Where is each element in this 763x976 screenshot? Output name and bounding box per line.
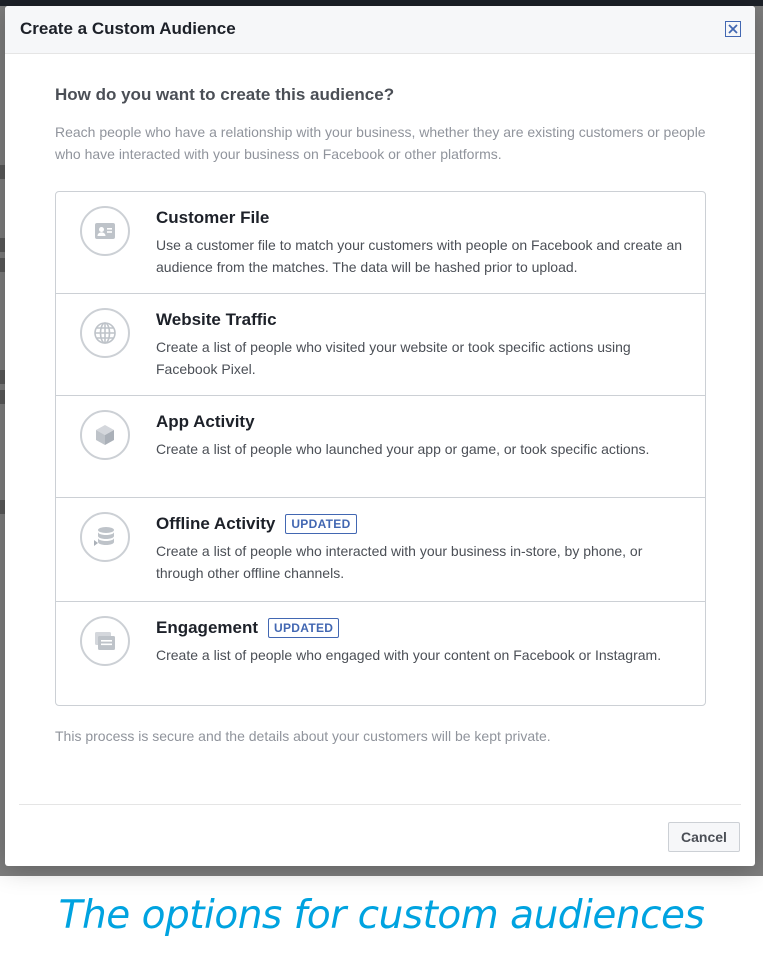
option-description: Use a customer file to match your customers with people on Facebook and create an audience from the matches. The data will be hashed prior to upload. (156, 237, 683, 275)
option-engagement[interactable] (56, 601, 705, 705)
globe-icon (80, 308, 130, 358)
option-title (156, 310, 277, 330)
option-customer-file[interactable] (56, 192, 705, 293)
option-title-text: Engagement (156, 618, 259, 637)
secure-note: This process is secure and the details about your customers will be kept private. (55, 728, 551, 744)
stacked-cards-icon (80, 616, 130, 666)
database-sync-icon (80, 512, 130, 562)
contact-card-icon (80, 206, 130, 256)
close-icon (726, 22, 740, 36)
dialog-question: How do you want to create this audience? (55, 85, 395, 104)
dialog-title: Create a Custom Audience (20, 19, 236, 38)
option-title-text: Website Traffic (156, 310, 277, 329)
option-offline-activity[interactable] (56, 497, 705, 601)
option-website-traffic[interactable] (56, 293, 705, 395)
cube-icon (80, 410, 130, 460)
option-title-text: Offline Activity (156, 514, 276, 533)
option-title (156, 618, 339, 638)
option-description: Create a list of people who engaged with your content on Facebook or Instagram. (156, 647, 662, 663)
custom-audience-dialog (5, 6, 755, 866)
option-title (156, 208, 269, 228)
option-description: Create a list of people who interacted with your business in-store, by phone, or through other offline channels. (156, 543, 643, 581)
option-description: Create a list of people who visited your website or took specific actions using Facebook Pixel. (156, 339, 631, 377)
audience-options-list (55, 191, 706, 706)
option-title (156, 412, 255, 432)
updated-badge: UPDATED (268, 618, 339, 638)
dialog-intro: Reach people who have a relationship with your business, whether they are existing customers or people who have interacted with your business on Facebook or other platforms. (55, 124, 706, 162)
close-button[interactable] (725, 21, 741, 37)
dialog-header (5, 6, 755, 54)
option-description: Create a list of people who launched your app or game, or took specific actions. (156, 441, 650, 457)
footer-divider (19, 804, 741, 805)
option-app-activity[interactable] (56, 395, 705, 497)
cancel-button[interactable]: Cancel (668, 822, 740, 852)
image-caption: The options for custom audiences (58, 893, 705, 938)
option-title (156, 514, 357, 534)
updated-badge: UPDATED (285, 514, 356, 534)
option-title-text: App Activity (156, 412, 255, 431)
option-title-text: Customer File (156, 208, 270, 227)
